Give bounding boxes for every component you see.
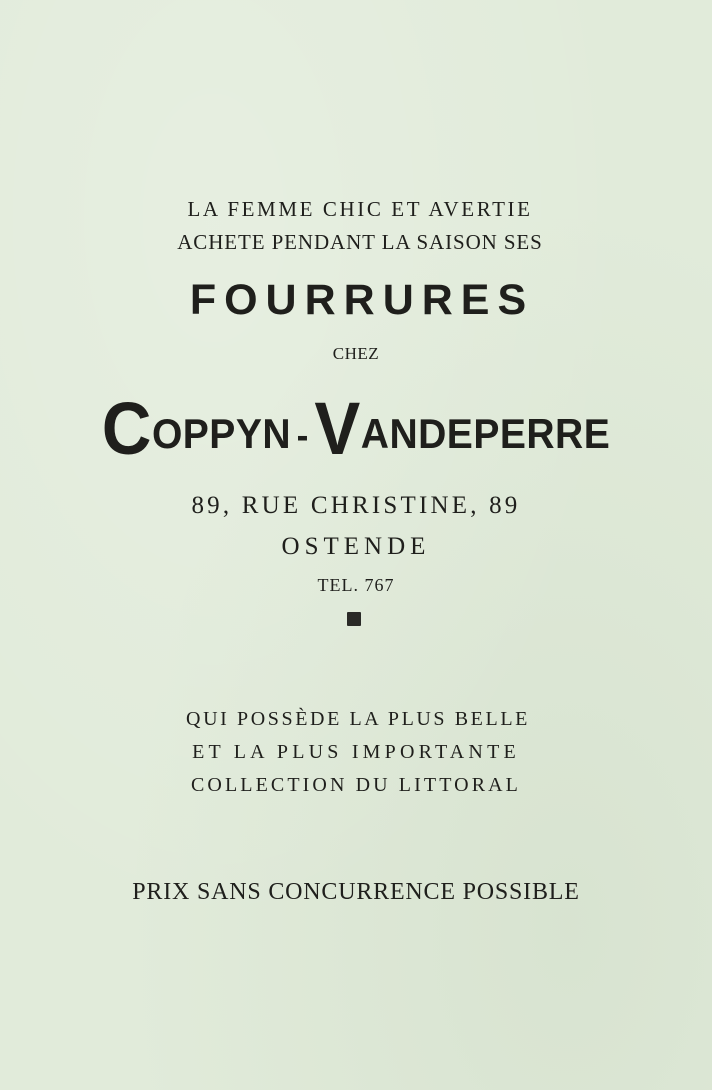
chez-label: CHEZ — [332, 344, 380, 363]
company-name-part-1: OPPYN — [151, 410, 292, 457]
city-name: OSTENDE — [281, 533, 431, 560]
intro-line-1: LA FEMME CHIC ET AVERTIE — [187, 197, 533, 221]
description-line-1: QUI POSSÈDE LA PLUS BELLE — [186, 708, 530, 730]
description-line-2: ET LA PLUS IMPORTANTE — [192, 741, 520, 763]
price-slogan: PRIX SANS CONCURRENCE POSSIBLE — [132, 879, 580, 905]
intro-line-2: ACHETE PENDANT LA SAISON SES — [177, 230, 543, 254]
telephone-number: TEL. 767 — [317, 575, 395, 595]
company-name — [25, 387, 687, 470]
description-line-3: COLLECTION DU LITTORAL — [190, 774, 522, 796]
company-initial-1: C — [101, 387, 152, 470]
company-initial-2: V — [314, 387, 361, 470]
street-address: 89, RUE CHRISTINE, 89 — [191, 492, 521, 519]
company-separator: - — [296, 415, 309, 457]
square-ornament-icon — [347, 612, 361, 626]
company-name-part-2: ANDEPERRE — [360, 410, 611, 457]
product-heading: FOURRURES — [189, 276, 535, 324]
